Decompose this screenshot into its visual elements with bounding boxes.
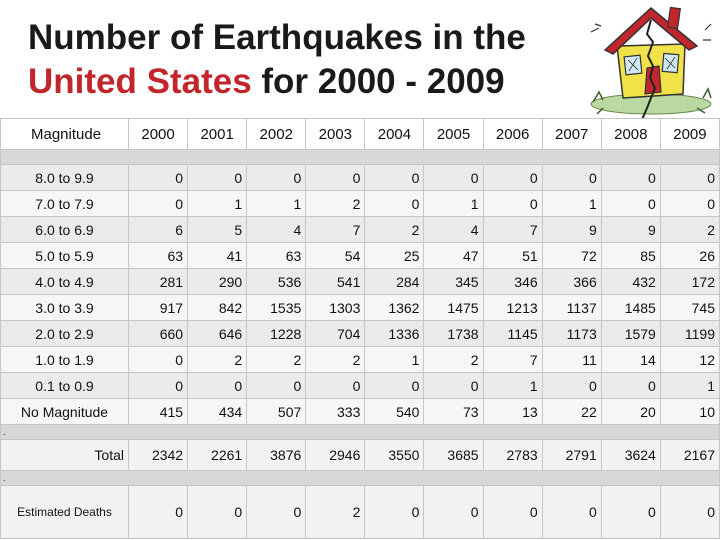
count-cell: 5: [188, 217, 247, 243]
count-cell: 0: [365, 165, 424, 191]
count-cell: 7: [483, 217, 542, 243]
magnitude-label: 1.0 to 1.9: [1, 347, 129, 373]
deaths-cell: 0: [542, 486, 601, 539]
count-cell: 0: [483, 165, 542, 191]
table-row: [1, 191, 720, 217]
separator-cell: [1, 471, 720, 486]
count-cell: 507: [247, 399, 306, 425]
count-cell: 1: [247, 191, 306, 217]
header-year: 2008: [601, 119, 660, 150]
count-cell: 0: [247, 165, 306, 191]
count-cell: 842: [188, 295, 247, 321]
total-cell: 2946: [306, 440, 365, 471]
deaths-cell: 0: [660, 486, 719, 539]
total-cell: 2791: [542, 440, 601, 471]
magnitude-label: 2.0 to 2.9: [1, 321, 129, 347]
count-cell: 540: [365, 399, 424, 425]
count-cell: 63: [247, 243, 306, 269]
title-line-1: Number of Earthquakes in the: [28, 18, 526, 57]
separator-mark: .: [3, 473, 6, 483]
count-cell: 0: [365, 191, 424, 217]
count-cell: 1: [424, 191, 483, 217]
header-row: [1, 119, 720, 150]
count-cell: 9: [601, 217, 660, 243]
total-cell: 2167: [660, 440, 719, 471]
count-cell: 0: [306, 165, 365, 191]
count-cell: 1: [188, 191, 247, 217]
slide-title: [28, 16, 608, 104]
count-cell: 9: [542, 217, 601, 243]
deaths-label: Estimated Deaths: [1, 486, 129, 539]
count-cell: 7: [306, 217, 365, 243]
count-cell: 366: [542, 269, 601, 295]
count-cell: 660: [129, 321, 188, 347]
header-year: 2009: [660, 119, 719, 150]
count-cell: 345: [424, 269, 483, 295]
header-year: 2005: [424, 119, 483, 150]
magnitude-label: 5.0 to 5.9: [1, 243, 129, 269]
separator-row: [1, 150, 720, 165]
count-cell: 917: [129, 295, 188, 321]
count-cell: 1579: [601, 321, 660, 347]
deaths-cell: 0: [424, 486, 483, 539]
count-cell: 25: [365, 243, 424, 269]
count-cell: 20: [601, 399, 660, 425]
separator-row: [1, 425, 720, 440]
count-cell: 2: [365, 217, 424, 243]
count-cell: 6: [129, 217, 188, 243]
count-cell: 1362: [365, 295, 424, 321]
count-cell: 51: [483, 243, 542, 269]
count-cell: 72: [542, 243, 601, 269]
count-cell: 0: [660, 165, 719, 191]
magnitude-label: 7.0 to 7.9: [1, 191, 129, 217]
deaths-cell: 0: [247, 486, 306, 539]
count-cell: 1145: [483, 321, 542, 347]
count-cell: 26: [660, 243, 719, 269]
count-cell: 1: [483, 373, 542, 399]
total-row: [1, 440, 720, 471]
table-row: [1, 399, 720, 425]
count-cell: 1213: [483, 295, 542, 321]
count-cell: 646: [188, 321, 247, 347]
total-cell: 2342: [129, 440, 188, 471]
table-row: [1, 243, 720, 269]
count-cell: 745: [660, 295, 719, 321]
deaths-row: [1, 486, 720, 539]
count-cell: 0: [129, 191, 188, 217]
count-cell: 13: [483, 399, 542, 425]
count-cell: 0: [129, 347, 188, 373]
count-cell: 415: [129, 399, 188, 425]
count-cell: 0: [424, 165, 483, 191]
magnitude-label: 8.0 to 9.9: [1, 165, 129, 191]
count-cell: 536: [247, 269, 306, 295]
count-cell: 54: [306, 243, 365, 269]
count-cell: 1: [660, 373, 719, 399]
count-cell: 2: [306, 191, 365, 217]
count-cell: 333: [306, 399, 365, 425]
deaths-cell: 0: [365, 486, 424, 539]
count-cell: 11: [542, 347, 601, 373]
earthquake-table: [0, 118, 720, 539]
count-cell: 0: [365, 373, 424, 399]
table-row: [1, 165, 720, 191]
earthquake-table-body: [1, 119, 720, 539]
total-cell: 2261: [188, 440, 247, 471]
count-cell: 73: [424, 399, 483, 425]
count-cell: 434: [188, 399, 247, 425]
count-cell: 85: [601, 243, 660, 269]
table-row: [1, 295, 720, 321]
count-cell: 22: [542, 399, 601, 425]
count-cell: 2: [188, 347, 247, 373]
table-row: [1, 373, 720, 399]
count-cell: 0: [601, 165, 660, 191]
count-cell: 14: [601, 347, 660, 373]
count-cell: 1: [542, 191, 601, 217]
title-line-2: [28, 60, 608, 104]
count-cell: 1199: [660, 321, 719, 347]
deaths-cell: 0: [483, 486, 542, 539]
deaths-cell: 0: [188, 486, 247, 539]
magnitude-label: No Magnitude: [1, 399, 129, 425]
header-year: 2004: [365, 119, 424, 150]
count-cell: 0: [188, 165, 247, 191]
count-cell: 0: [660, 191, 719, 217]
count-cell: 12: [660, 347, 719, 373]
cracked-house-earthquake-icon: [585, 2, 717, 122]
deaths-cell: 0: [129, 486, 188, 539]
count-cell: 1173: [542, 321, 601, 347]
count-cell: 281: [129, 269, 188, 295]
count-cell: 541: [306, 269, 365, 295]
count-cell: 0: [601, 373, 660, 399]
count-cell: 172: [660, 269, 719, 295]
deaths-cell: 0: [601, 486, 660, 539]
count-cell: 0: [424, 373, 483, 399]
count-cell: 4: [247, 217, 306, 243]
count-cell: 1738: [424, 321, 483, 347]
count-cell: 284: [365, 269, 424, 295]
count-cell: 1: [365, 347, 424, 373]
table-row: [1, 347, 720, 373]
magnitude-label: 6.0 to 6.9: [1, 217, 129, 243]
count-cell: 0: [306, 373, 365, 399]
count-cell: 0: [542, 165, 601, 191]
total-cell: 2783: [483, 440, 542, 471]
deaths-cell: 2: [306, 486, 365, 539]
count-cell: 2: [247, 347, 306, 373]
count-cell: 63: [129, 243, 188, 269]
count-cell: 0: [542, 373, 601, 399]
title-highlight: United States: [28, 62, 252, 101]
count-cell: 7: [483, 347, 542, 373]
count-cell: 10: [660, 399, 719, 425]
count-cell: 1228: [247, 321, 306, 347]
count-cell: 290: [188, 269, 247, 295]
separator-mark: .: [3, 427, 6, 437]
count-cell: 0: [129, 373, 188, 399]
total-label: Total: [1, 440, 129, 471]
total-cell: 3624: [601, 440, 660, 471]
header-year: 2007: [542, 119, 601, 150]
separator-row: [1, 471, 720, 486]
count-cell: 41: [188, 243, 247, 269]
count-cell: 2: [424, 347, 483, 373]
total-cell: 3876: [247, 440, 306, 471]
count-cell: 704: [306, 321, 365, 347]
header-year: 2002: [247, 119, 306, 150]
table-row: [1, 321, 720, 347]
header-year: 2006: [483, 119, 542, 150]
count-cell: 0: [188, 373, 247, 399]
count-cell: 1137: [542, 295, 601, 321]
total-cell: 3685: [424, 440, 483, 471]
count-cell: 0: [129, 165, 188, 191]
count-cell: 346: [483, 269, 542, 295]
count-cell: 0: [483, 191, 542, 217]
table-row: [1, 217, 720, 243]
count-cell: 1475: [424, 295, 483, 321]
magnitude-label: 0.1 to 0.9: [1, 373, 129, 399]
table-row: [1, 269, 720, 295]
separator-cell: [1, 425, 720, 440]
magnitude-label: 3.0 to 3.9: [1, 295, 129, 321]
header-year: 2003: [306, 119, 365, 150]
count-cell: 1336: [365, 321, 424, 347]
header-year: 2000: [129, 119, 188, 150]
total-cell: 3550: [365, 440, 424, 471]
header-year: 2001: [188, 119, 247, 150]
magnitude-label: 4.0 to 4.9: [1, 269, 129, 295]
title-line-2-rest: for 2000 - 2009: [251, 62, 505, 101]
separator-cell: [1, 150, 720, 165]
count-cell: 0: [247, 373, 306, 399]
count-cell: 2: [660, 217, 719, 243]
count-cell: 4: [424, 217, 483, 243]
count-cell: 1535: [247, 295, 306, 321]
count-cell: 1303: [306, 295, 365, 321]
count-cell: 47: [424, 243, 483, 269]
count-cell: 0: [601, 191, 660, 217]
header-magnitude: Magnitude: [1, 119, 129, 150]
count-cell: 1485: [601, 295, 660, 321]
count-cell: 432: [601, 269, 660, 295]
count-cell: 2: [306, 347, 365, 373]
